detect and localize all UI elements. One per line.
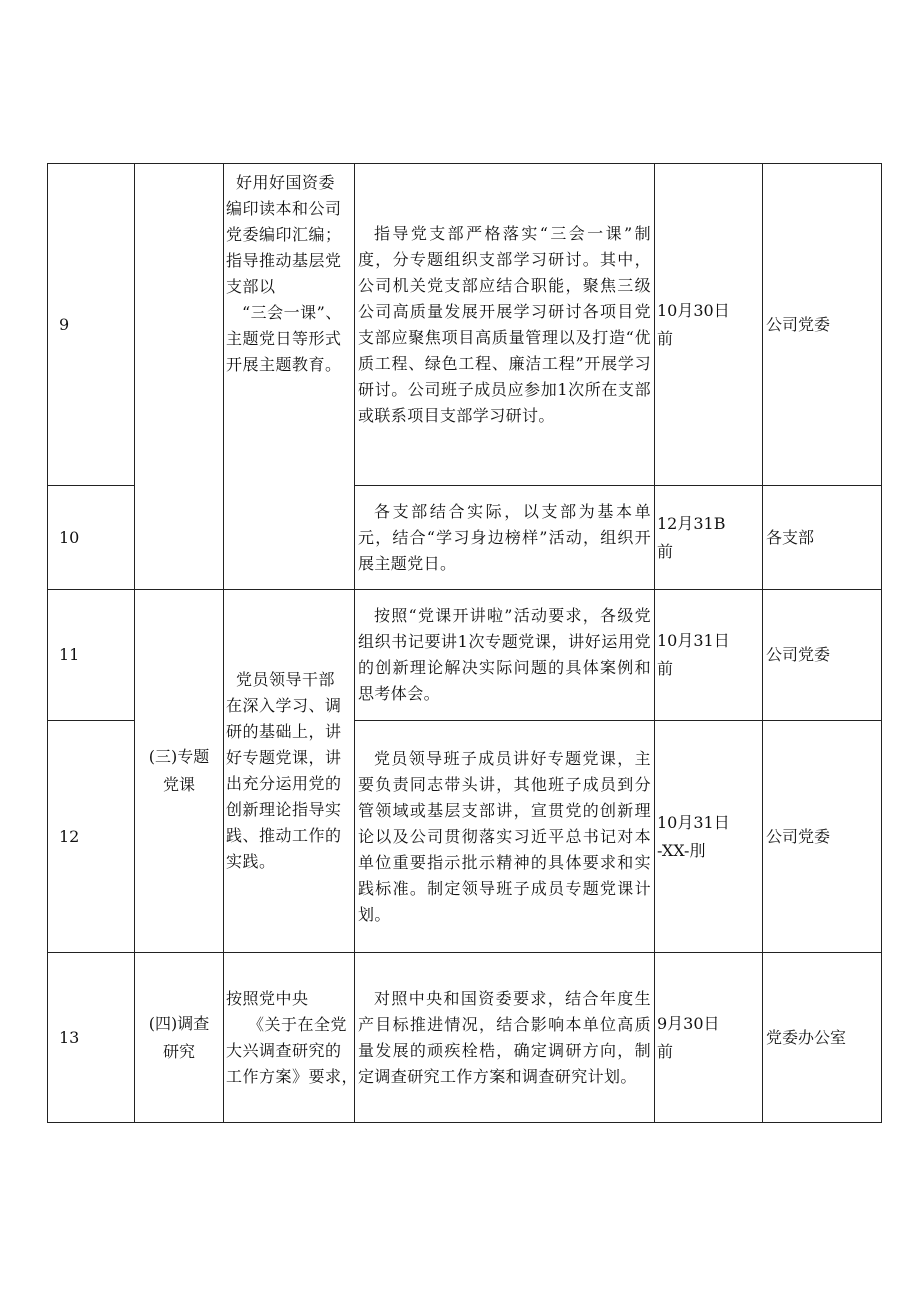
- content-text: 指导党支部严格落实“三会一课”制度，分专题组织支部学习研讨。其中，公司机关党支部应结合职能，聚焦三级公司高质量发展开展学习研讨各项目党支部应聚焦项目高质量管理以及打造“优质工程、绿色工程、廉洁工程”开展学习研讨。公司班子成员应参加1次所在支部或联系项目支部学习研讨。: [358, 223, 651, 425]
- row-number: 11: [48, 590, 135, 721]
- category-cell: [135, 953, 224, 1123]
- table-row: [48, 590, 882, 721]
- measure-line: 在深入学习、调: [226, 696, 342, 715]
- measure-cell: [224, 590, 355, 953]
- measure-line: 指导推动基层党: [226, 251, 342, 270]
- row-number: 10: [48, 486, 135, 590]
- measure-line: 开展主题教育。: [226, 355, 342, 374]
- date-text: 9月30日: [657, 1013, 720, 1033]
- content-text: 按照“党课开讲啦”活动要求，各级党组织书记要讲1次专题党课，讲好运用党的创新理论解决实际问题的具体案例和思考体会。: [358, 606, 651, 703]
- date-text: 10月30日: [657, 300, 730, 320]
- content-cell: [355, 164, 655, 486]
- measure-line: 支部以: [226, 277, 276, 296]
- category-label: 党课: [162, 775, 195, 794]
- category-label: (四)调查: [148, 1013, 210, 1033]
- measure-cell: [224, 164, 355, 590]
- measure-line: 编印读本和公司: [226, 199, 342, 218]
- owner-cell: 公司党委: [763, 590, 882, 721]
- measure-line: 大兴调查研究的: [226, 1040, 342, 1060]
- table-row: [48, 164, 882, 486]
- measure-line: 党委编印汇编；: [226, 225, 342, 244]
- measure-line: 按照党中央: [226, 988, 309, 1008]
- content-text: 党员领导班子成员讲好专题党课，主要负责同志带头讲，其他班子成员到分管领域或基层支部讲，宣贯党的创新理论以及公司贯彻落实习近平总书记对本单位重要指示批示精神的具体要求和实践标准。制定领导班子成员专题党课计划。: [358, 748, 651, 924]
- owner-cell: 公司党委: [763, 721, 882, 953]
- date-suffix: -XX-刖: [657, 840, 706, 860]
- measure-line: 《关于在全党: [248, 1014, 348, 1034]
- content-cell: [355, 590, 655, 721]
- measure-line: 践、推动工作的: [226, 826, 342, 845]
- row-number: 9: [48, 164, 135, 486]
- date-suffix: 前: [657, 659, 674, 678]
- measure-line: 工作方案》要求，: [226, 1066, 359, 1086]
- date-cell: [655, 721, 763, 953]
- date-cell: [655, 164, 763, 486]
- measure-line: 好专题党课，讲: [226, 748, 342, 767]
- category-label: 研究: [162, 1041, 195, 1061]
- measure-line: “三会一课”、: [242, 303, 342, 322]
- content-text: 各支部结合实际，以支部为基本单元，结合“学习身边榜样”活动，组织开展主题党日。: [358, 501, 651, 573]
- measure-line: 创新理论指导实: [226, 800, 342, 819]
- date-cell: [655, 486, 763, 590]
- date-suffix: 前: [657, 1041, 674, 1061]
- owner-cell: 各支部: [763, 486, 882, 590]
- row-number: 13: [48, 953, 135, 1123]
- row-number: 12: [48, 721, 135, 953]
- date-text: 12月31B: [657, 513, 726, 533]
- date-suffix: 前: [657, 328, 674, 348]
- category-cell: [135, 590, 224, 953]
- measure-line: 实践。: [226, 852, 276, 871]
- measure-line: 主题党日等形式: [226, 329, 342, 348]
- work-plan-table: [47, 163, 882, 1123]
- measure-line: 好用好国资委: [236, 173, 336, 192]
- owner-cell: 党委办公室: [763, 953, 882, 1123]
- date-cell: [655, 953, 763, 1123]
- date-cell: [655, 590, 763, 721]
- date-text: 10月31日: [657, 812, 730, 832]
- measure-line: 出充分运用党的: [226, 774, 342, 793]
- content-cell: [355, 953, 655, 1123]
- measure-line: 研的基础上，讲: [226, 722, 342, 741]
- owner-cell: 公司党委: [763, 164, 882, 486]
- measure-line: 党员领导干部: [236, 670, 336, 689]
- date-suffix: 前: [657, 541, 674, 561]
- category-cell-empty: [135, 164, 224, 590]
- date-text: 10月31日: [657, 631, 730, 650]
- content-cell: [355, 486, 655, 590]
- content-cell: [355, 721, 655, 953]
- measure-cell: [224, 953, 359, 1123]
- table-row: [48, 953, 882, 1123]
- content-text: 对照中央和国资委要求，结合年度生产目标推进情况，结合影响本单位高质量发展的顽疾栓梏，确定调研方向，制定调查研究工作方案和调查研究计划。: [358, 988, 651, 1086]
- category-label: (三)专题: [148, 747, 210, 766]
